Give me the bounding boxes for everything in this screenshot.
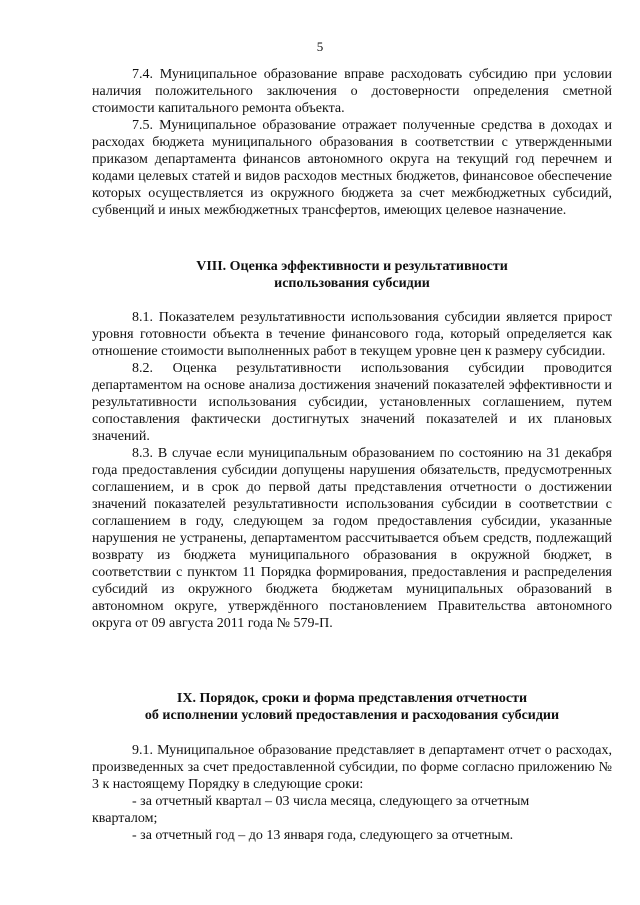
section-9-title-line-2: об исполнении условий предоставления и расходования субсидии	[144, 708, 560, 723]
section-8-title-line-2: использования субсидии	[274, 276, 430, 291]
section-8-heading	[92, 258, 612, 292]
list-item-quarter: - за отчетный квартал – 03 числа месяца, следующего за отчетным	[132, 794, 530, 809]
list-item-year: - за отчетный год – до 13 января года, следующего за отчетным.	[132, 828, 514, 843]
paragraph-8-3: 8.3. В случае если муниципальным образованием по состоянию на 31 декабря года предоставления субсидии допущены нарушения обязательств, предусмотренных соглашением, и в срок до первой даты представления отчетности о достижении значений показателей результативности использования субсидии в соответствии с соглашением в году, следующем за годом предоставления субсидии, указанные нарушения не устранены, департаментом рассчитывается объем средств, подлежащий возврату из бюджета муниципального образования в окружной бюджет, в соответствии с пунктом 11 Порядка формирования, предоставления и распределения субсидий из окружного бюджета бюджетам муниципальных образований в автономном округе, утверждённого постановлением Правительства автономного округа от 09 августа 2011 года № 579-П.	[92, 446, 612, 631]
section-9-heading	[92, 690, 612, 724]
section-8	[92, 309, 612, 632]
page-number: 5	[316, 39, 324, 54]
section-9	[92, 742, 612, 844]
paragraph-8-1: 8.1. Показателем результативности использования субсидии является прирост уровня готовности объекта в течение финансового года, который определяется как отношение стоимости выполненных работ в текущем уровне цен к размеру субсидии.	[92, 310, 612, 359]
section-9-title-line-1: IX. Порядок, сроки и форма представления отчетности	[176, 691, 528, 706]
section-7	[92, 66, 612, 219]
section-8-title-line-1: VIII. Оценка эффективности и результативности	[196, 259, 508, 274]
paragraph-7-4: 7.4. Муниципальное образование вправе расходовать субсидию при условии наличия положительного заключения о достоверности определения сметной стоимости капитального ремонта объекта.	[92, 67, 612, 116]
paragraph-8-2: 8.2. Оценка результативности использования субсидии проводится департаментом на основе анализа достижения значений показателей эффективности и результативности использования субсидии, установленных соглашением, путем сопоставления фактически достигнутых значений показателей и их плановых значений.	[92, 361, 612, 444]
paragraph-7-5: 7.5. Муниципальное образование отражает полученные средства в доходах и расходах бюджета муниципального образования в соответствии с утвержденными приказом департамента финансов автономного округа на текущий год перечнем и кодами целевых статей и видов расходов местных бюджетов, финансовое обеспечение которых осуществляется из окружного бюджета за счет межбюджетных субсидий, субвенций и иных межбюджетных трансфертов, имеющих целевое назначение.	[92, 118, 612, 218]
list-item-quarter-continuation: кварталом;	[92, 811, 158, 826]
paragraph-9-1: 9.1. Муниципальное образование представляет в департамент отчет о расходах, произведенных за счет предоставленной субсидии, по форме согласно приложению № 3 к настоящему Порядку в следующие сроки:	[92, 743, 612, 792]
